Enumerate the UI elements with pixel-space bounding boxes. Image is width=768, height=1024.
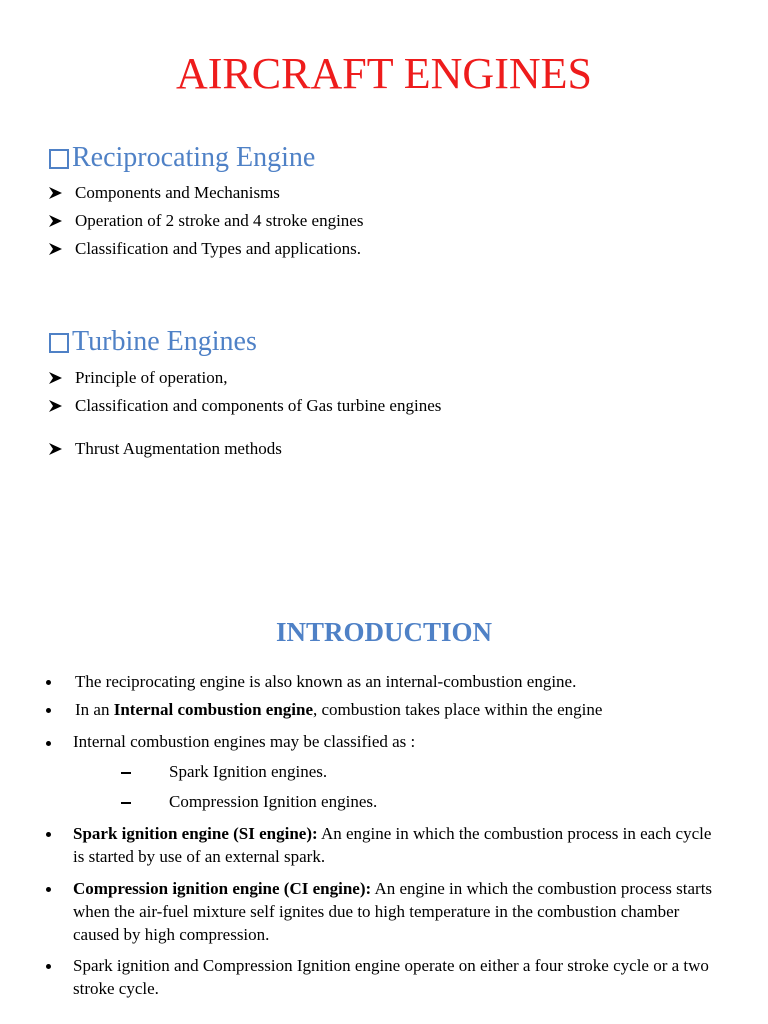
list-item-label: Thrust Augmentation methods bbox=[75, 439, 282, 458]
bullet-dot-icon bbox=[46, 741, 51, 746]
intro-bullet bbox=[75, 670, 576, 693]
dash-bullet-icon bbox=[121, 802, 131, 804]
list-item-label: Operation of 2 stroke and 4 stroke engines bbox=[75, 211, 364, 230]
bullet-dot-icon bbox=[46, 708, 51, 713]
list-item-label: Principle of operation, bbox=[75, 368, 228, 387]
bullet-dot-icon bbox=[46, 887, 51, 892]
bullet-dot-icon bbox=[46, 964, 51, 969]
list-item-label: Classification and Types and applications. bbox=[75, 239, 362, 258]
introduction-heading: INTRODUCTION bbox=[275, 617, 493, 647]
definition-text: Spark ignition and Compression Ignition engine operate on either a four stroke cycle or a two stroke cycle. bbox=[73, 956, 709, 998]
arrow-bullet-icon bbox=[49, 372, 62, 384]
checkbox-icon bbox=[49, 333, 69, 353]
arrow-bullet-icon bbox=[49, 243, 62, 255]
sub-list-item-label: Spark Ignition engines. bbox=[169, 762, 328, 781]
sub-list-item bbox=[169, 790, 377, 813]
intro-bullet-bold: Internal combustion engine bbox=[113, 700, 314, 719]
definition-term: Compression ignition engine (CI engine): bbox=[73, 879, 372, 898]
section-heading-reciprocating bbox=[49, 141, 315, 175]
list-item-label: Components and Mechanisms bbox=[75, 183, 280, 202]
arrow-bullet-icon bbox=[49, 400, 62, 412]
page-title: AIRCRAFT ENGINES bbox=[175, 49, 592, 98]
section-heading-label: Turbine Engines bbox=[72, 326, 257, 357]
intro-bullet-prefix: In an bbox=[75, 700, 114, 719]
section-heading-turbine bbox=[49, 325, 257, 359]
list-item-label: Classification and components of Gas turbine engines bbox=[75, 396, 442, 415]
arrow-bullet-icon bbox=[49, 443, 62, 455]
definition-term: Spark ignition engine (SI engine): bbox=[73, 824, 318, 843]
intro-bullet-text: The reciprocating engine is also known as an internal-combustion engine. bbox=[75, 672, 577, 691]
arrow-bullet-icon bbox=[49, 215, 62, 227]
bullet-dot-icon bbox=[46, 832, 51, 837]
intro-bullet-text: Internal combustion engines may be classified as : bbox=[73, 732, 416, 751]
section-heading-label: Reciprocating Engine bbox=[72, 142, 316, 173]
definition-text: An engine in which the combustion process starts when the air-fuel mixture self ignites due to high temperature in the combustion chamber caused by high compression. bbox=[73, 879, 713, 944]
definition-ci-engine bbox=[73, 877, 723, 946]
definition-si-engine bbox=[73, 822, 723, 868]
definition-text: An engine in which the combustion process in each cycle is started by use of an external spark. bbox=[73, 824, 712, 866]
dash-bullet-icon bbox=[121, 772, 131, 774]
intro-bullet-text: , combustion takes place within the engine bbox=[313, 700, 603, 719]
definition-cycle-note bbox=[73, 954, 723, 1000]
sub-list-item bbox=[169, 760, 327, 783]
arrow-bullet-icon bbox=[49, 187, 62, 199]
intro-bullet bbox=[75, 698, 602, 721]
intro-bullet bbox=[73, 730, 415, 753]
bullet-dot-icon bbox=[46, 680, 51, 685]
sub-list-item-label: Compression Ignition engines. bbox=[169, 792, 378, 811]
checkbox-icon bbox=[49, 149, 69, 169]
